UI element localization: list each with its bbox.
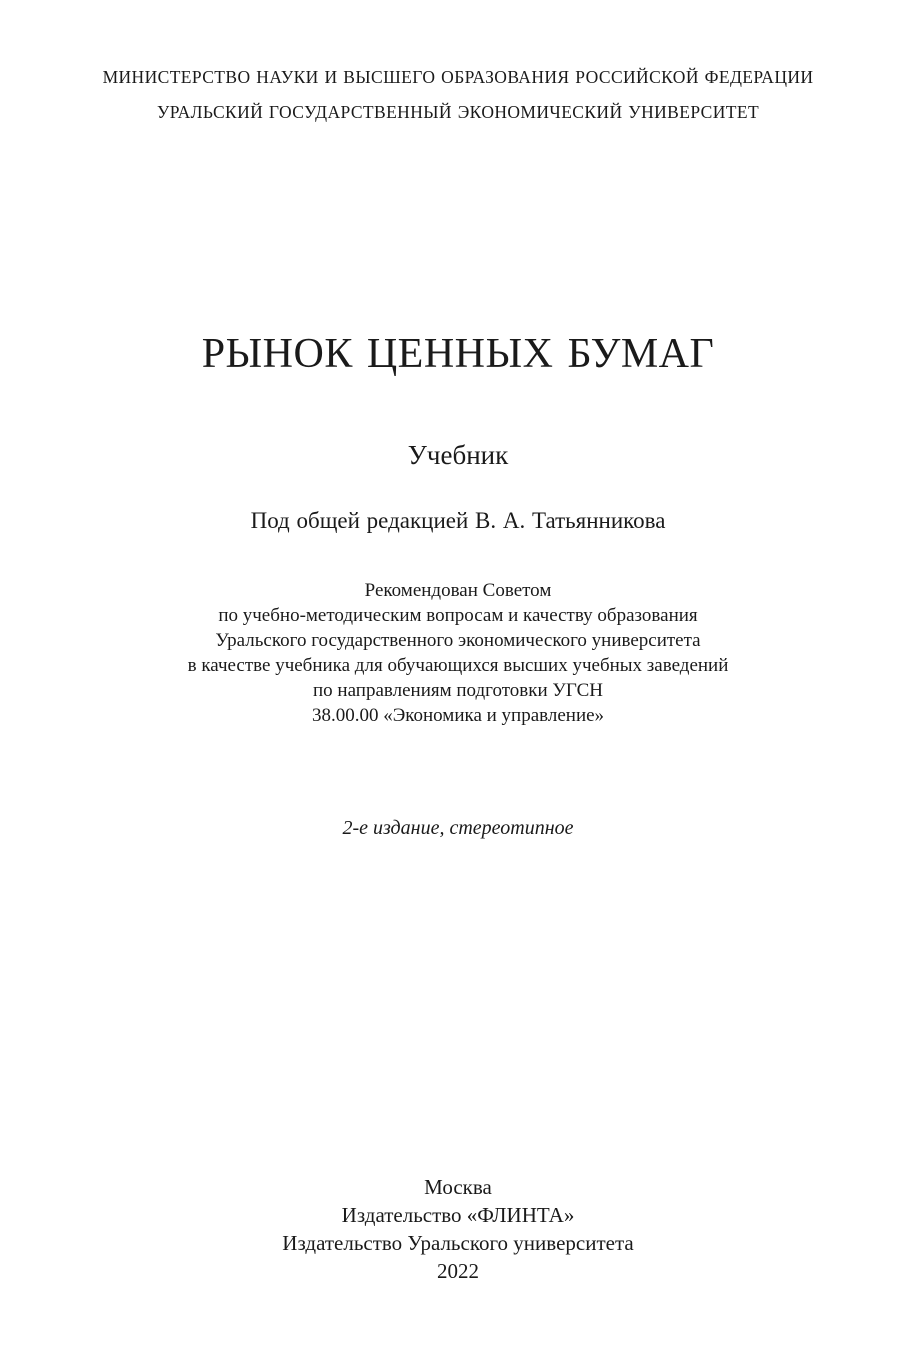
recommendation-line: в качестве учебника для обучающихся высших учебных заведений — [187, 655, 729, 676]
imprint-city: Москва — [424, 1175, 492, 1199]
recommendation-line: по учебно-методическим вопросам и качеству образования — [218, 605, 698, 626]
university-header: УРАЛЬСКИЙ ГОСУДАРСТВЕННЫЙ ЭКОНОМИЧЕСКИЙ УНИВЕРСИТЕТ — [156, 102, 760, 122]
recommendation-line: 38.00.00 «Экономика и управление» — [311, 705, 605, 726]
editor-line: Под общей редакцией В. А. Татьянникова — [250, 508, 666, 533]
recommendation-block — [0, 578, 916, 728]
book-type: Учебник — [407, 440, 509, 470]
recommendation-line: по направлениям подготовки УГСН — [313, 680, 603, 701]
recommendation-line: Рекомендован Советом — [364, 580, 552, 601]
ministry-header: МИНИСТЕРСТВО НАУКИ И ВЫСШЕГО ОБРАЗОВАНИЯ РОССИЙСКОЙ ФЕДЕРАЦИИ — [102, 67, 814, 87]
book-title: РЫНОК ЦЕННЫХ БУМАГ — [201, 331, 715, 377]
imprint-year: 2022 — [437, 1259, 479, 1283]
imprint-publisher-university: Издательство Уральского университета — [282, 1231, 634, 1255]
imprint-block — [0, 1173, 916, 1285]
recommendation-line: Уральского государственного экономического университета — [215, 630, 701, 651]
edition-note: 2-е издание, стереотипное — [342, 817, 574, 839]
imprint-publisher-flinta: Издательство «ФЛИНТА» — [341, 1203, 575, 1227]
